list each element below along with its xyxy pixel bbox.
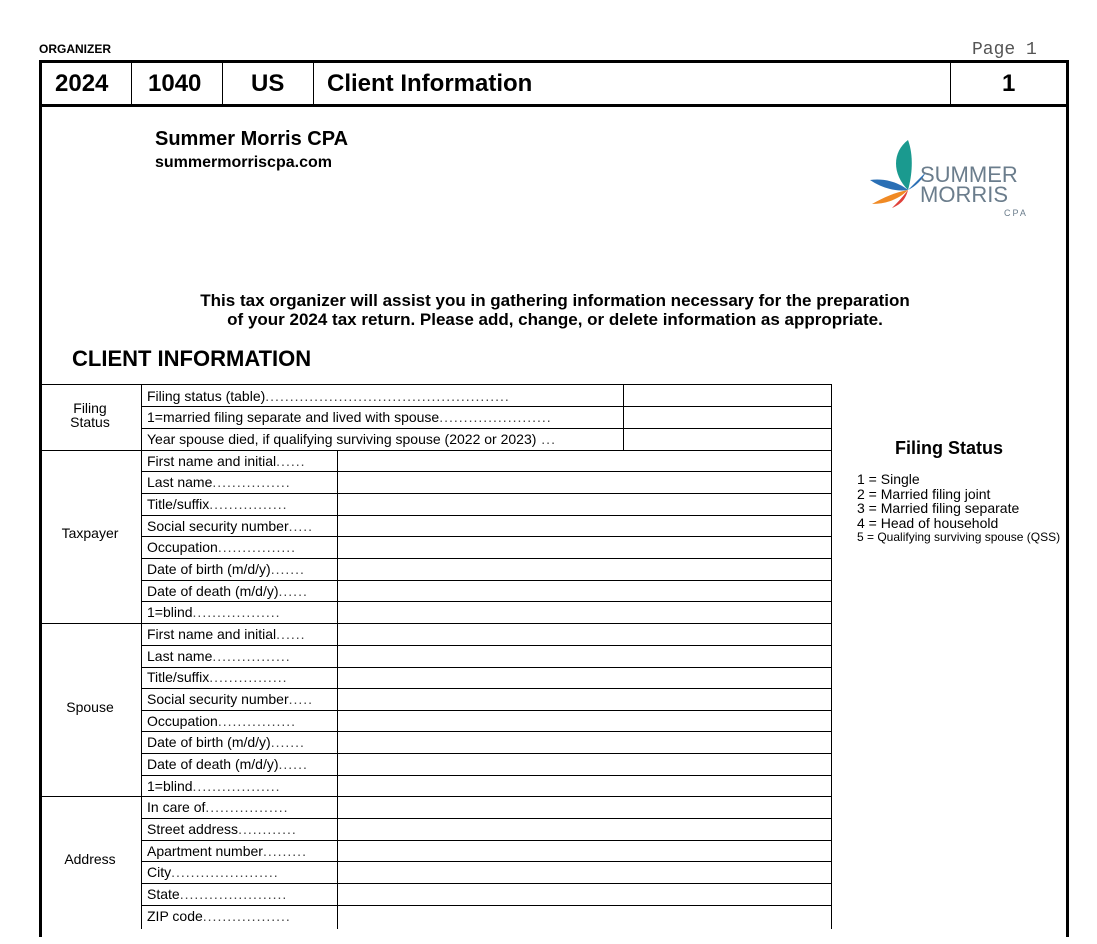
page-number: Page 1 <box>972 40 1037 60</box>
header-page: 1 <box>1002 70 1016 97</box>
filing-status-legend <box>857 472 1060 545</box>
row-label: Occupation................ <box>147 539 297 555</box>
legend-item: 1 = Single <box>857 471 920 487</box>
row-label: Occupation................ <box>147 713 297 729</box>
filing-status-input[interactable] <box>624 385 831 406</box>
row-label: 1=blind.................. <box>147 778 281 794</box>
filing-status-legend-title: Filing Status <box>895 438 1003 458</box>
row-label: In care of................. <box>147 799 289 815</box>
taxpayer-ssn-input[interactable] <box>338 516 831 536</box>
row-label: City...................... <box>147 864 279 880</box>
row-label: First name and initial...... <box>147 626 306 642</box>
taxpayer-group-label: Taxpayer <box>61 525 119 541</box>
section-title: CLIENT INFORMATION <box>72 346 312 371</box>
butterfly-logo-icon <box>862 136 1037 226</box>
row-label: Year spouse died, if qualifying surviving spouse (2022 or 2023) ... <box>147 431 556 447</box>
intro-text <box>130 291 980 329</box>
row-label: Apartment number......... <box>147 843 307 859</box>
firm-url: summermorriscpa.com <box>155 154 332 171</box>
row-label: Date of death (m/d/y)...... <box>147 583 308 599</box>
header-title: Client Information <box>327 70 533 97</box>
row-label: First name and initial...... <box>147 453 306 469</box>
header-bar <box>39 60 1069 107</box>
legend-item: 4 = Head of household <box>857 514 999 531</box>
svg-text:CPA: CPA <box>1004 208 1028 218</box>
spouse-first-name-input[interactable] <box>338 624 831 645</box>
street-address-input[interactable] <box>338 819 831 840</box>
row-label: Date of birth (m/d/y)....... <box>147 561 305 577</box>
row-label: Social security number..... <box>147 691 314 707</box>
row-label: Street address............ <box>147 821 297 837</box>
spouse-group-label: Spouse <box>66 699 114 715</box>
row-label: ZIP code.................. <box>147 908 291 924</box>
zip-code-input[interactable] <box>338 906 831 927</box>
intro-line-2: of your 2024 tax return. Please add, change, or delete information as appropriate. <box>227 310 883 329</box>
row-label: 1=married filing separate and lived with spouse....................... <box>147 409 552 425</box>
legend-item: 5 = Qualifying surviving spouse (QSS) <box>857 530 1061 544</box>
header-jurisdiction: US <box>251 70 285 97</box>
intro-line-1: This tax organizer will assist you in gathering information necessary for the preparation <box>200 291 910 310</box>
row-label: Date of birth (m/d/y)....... <box>147 734 305 750</box>
row-label: 1=blind.................. <box>147 604 281 620</box>
legend-item: 2 = Married filing joint <box>857 485 991 502</box>
organizer-label: ORGANIZER <box>39 42 111 56</box>
header-form: 1040 <box>148 70 202 97</box>
address-group-label: Address <box>64 851 116 867</box>
legend-item: 3 = Married filing separate <box>857 500 1020 516</box>
row-label: Date of death (m/d/y)...... <box>147 756 308 772</box>
row-label: Title/suffix................ <box>147 496 288 512</box>
client-info-form <box>39 384 831 944</box>
row-label: Last name................ <box>147 474 291 490</box>
header-year: 2024 <box>55 70 109 97</box>
taxpayer-first-name-input[interactable] <box>338 451 831 471</box>
row-label: Last name................ <box>147 648 291 664</box>
firm-name: Summer Morris CPA <box>155 128 349 150</box>
row-label: Title/suffix................ <box>147 669 288 685</box>
year-spouse-died-input[interactable] <box>624 429 831 450</box>
svg-text:SUMMER: SUMMER <box>920 162 1018 187</box>
svg-text:MORRIS: MORRIS <box>920 182 1008 207</box>
row-label: State...................... <box>147 886 288 902</box>
married-separate-lived-input[interactable] <box>624 407 831 428</box>
row-label: Filing status (table).................................................. <box>147 388 510 404</box>
row-label: Social security number..... <box>147 518 314 534</box>
filing-status-group-label: Filing Status <box>70 400 110 430</box>
taxpayer-last-name-input[interactable] <box>338 472 831 493</box>
firm-logo <box>862 136 1037 226</box>
